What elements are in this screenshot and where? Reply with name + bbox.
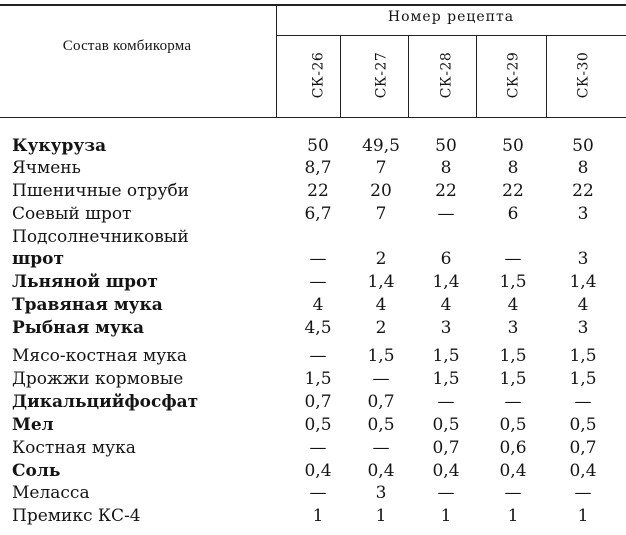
column-header — [483, 40, 543, 110]
stub-header: Состав комбикорма — [62, 38, 192, 54]
table-cell: 0,4 — [569, 461, 597, 481]
table-cell: 4 — [375, 295, 387, 315]
table-cell: 1,5 — [432, 369, 460, 389]
table-cell: 1,5 — [569, 369, 597, 389]
table-cell: 22 — [435, 181, 457, 201]
row-label: Меласса — [12, 483, 90, 503]
table-row — [0, 294, 626, 316]
table-cell: — — [504, 392, 522, 412]
table-cell: 0,4 — [499, 461, 527, 481]
column-divider — [476, 35, 477, 117]
column-header-label: СК-28 — [438, 51, 454, 99]
table-row — [0, 271, 626, 293]
table-cell: 22 — [572, 181, 594, 201]
table-cell: 0,7 — [432, 438, 460, 458]
table-cell: — — [309, 346, 327, 366]
table-cell: 4 — [312, 295, 324, 315]
table-cell: — — [437, 483, 455, 503]
table-cell: 1 — [507, 506, 519, 526]
table-row — [0, 248, 626, 270]
column-divider — [340, 35, 341, 117]
table-cell: 8,7 — [304, 158, 332, 178]
table-cell: 1,5 — [569, 346, 597, 366]
table-cell: 4 — [507, 295, 519, 315]
table-cell: 50 — [572, 136, 594, 156]
row-label: Рыбная мука — [12, 318, 145, 338]
group-header: Номер рецепта — [387, 9, 515, 25]
table-cell: — — [309, 272, 327, 292]
row-label: Мел — [12, 415, 54, 435]
table-row — [0, 368, 626, 390]
table-row — [0, 180, 626, 202]
row-label: Премикс КС-4 — [12, 506, 141, 526]
header-bottom-rule — [0, 117, 626, 118]
table-cell: 4 — [440, 295, 452, 315]
column-header — [288, 40, 348, 110]
table-cell: 1,5 — [499, 369, 527, 389]
row-label: Соевый шрот — [12, 204, 132, 224]
table-cell: 0,5 — [304, 415, 332, 435]
table-cell: — — [574, 483, 592, 503]
table-cell: 0,7 — [304, 392, 332, 412]
table-cell: 1,5 — [432, 346, 460, 366]
column-header-label: СК-26 — [310, 51, 326, 99]
row-label: Ячмень — [12, 158, 81, 178]
table-cell: 50 — [502, 136, 524, 156]
table-cell: 3 — [440, 318, 452, 338]
table-cell: 1,4 — [569, 272, 597, 292]
row-label: Соль — [12, 461, 61, 481]
table-row — [0, 414, 626, 436]
row-label: Пшеничные отруби — [12, 181, 190, 201]
table-cell: 0,5 — [569, 415, 597, 435]
table-cell: — — [309, 438, 327, 458]
column-header-label: СК-30 — [575, 51, 591, 99]
row-label: Костная мука — [12, 438, 136, 458]
column-header — [351, 40, 411, 110]
table-cell: 0,4 — [432, 461, 460, 481]
table-cell: 1,4 — [432, 272, 460, 292]
table-cell: 1,5 — [499, 272, 527, 292]
table-cell: — — [309, 249, 327, 269]
row-label: Подсолнечниковый — [12, 227, 189, 247]
table-cell: — — [372, 438, 390, 458]
table-cell: 1 — [312, 506, 324, 526]
table-cell: 1,5 — [499, 346, 527, 366]
row-label: Льняной шрот — [12, 272, 158, 292]
table-cell: 3 — [577, 318, 589, 338]
table-cell: 8 — [577, 158, 589, 178]
table-cell: — — [437, 204, 455, 224]
table-cell: 1 — [577, 506, 589, 526]
table-cell: — — [504, 249, 522, 269]
table-cell: 7 — [375, 204, 387, 224]
row-label: Дикальцийфосфат — [12, 392, 199, 412]
table-row — [0, 391, 626, 413]
table-cell: 6 — [440, 249, 452, 269]
table-cell: — — [504, 483, 522, 503]
row-label: Мясо-костная мука — [12, 346, 187, 366]
table-cell: 22 — [502, 181, 524, 201]
table-cell: 50 — [435, 136, 457, 156]
table-cell: 22 — [307, 181, 329, 201]
table-row — [0, 505, 626, 527]
table-cell: 3 — [375, 483, 387, 503]
table-cell: 4,5 — [304, 318, 332, 338]
table-cell: 0,4 — [367, 461, 395, 481]
table-cell: — — [574, 392, 592, 412]
table-row — [0, 437, 626, 459]
table-cell: 8 — [440, 158, 452, 178]
table-cell: 6 — [507, 204, 519, 224]
column-header-label: СК-29 — [505, 51, 521, 99]
table-row — [0, 317, 626, 339]
table-cell: 2 — [375, 318, 387, 338]
column-header — [416, 40, 476, 110]
table-cell: 0,7 — [569, 438, 597, 458]
table-cell: 3 — [507, 318, 519, 338]
table-cell: 0,6 — [499, 438, 527, 458]
table-cell: 8 — [507, 158, 519, 178]
row-label: Травяная мука — [12, 295, 163, 315]
table-cell: 0,5 — [432, 415, 460, 435]
table-cell: 1 — [375, 506, 387, 526]
table-cell: 1 — [440, 506, 452, 526]
table-cell: 0,5 — [367, 415, 395, 435]
row-label: шрот — [12, 249, 65, 269]
table-row — [0, 203, 626, 225]
table-row — [0, 460, 626, 482]
table-cell: — — [309, 483, 327, 503]
table-cell: — — [372, 369, 390, 389]
table-row — [0, 226, 626, 248]
table-cell: 0,5 — [499, 415, 527, 435]
table-cell: 6,7 — [304, 204, 332, 224]
table-row — [0, 135, 626, 157]
column-divider — [408, 35, 409, 117]
table-cell: — — [437, 392, 455, 412]
table-row — [0, 157, 626, 179]
table-cell: 49,5 — [362, 136, 400, 156]
table-cell: 1,5 — [367, 346, 395, 366]
table-cell: 50 — [307, 136, 329, 156]
group-header-rule — [276, 35, 626, 36]
table-cell: 7 — [375, 158, 387, 178]
table-row — [0, 482, 626, 504]
table-cell: 0,4 — [304, 461, 332, 481]
table-cell: 3 — [577, 249, 589, 269]
header-top-rule — [0, 4, 626, 6]
table-cell: 4 — [577, 295, 589, 315]
row-label: Кукуруза — [12, 136, 107, 156]
column-divider — [546, 35, 547, 117]
table-cell: 20 — [370, 181, 392, 201]
table-row — [0, 345, 626, 367]
column-header — [553, 40, 613, 110]
row-label: Дрожжи кормовые — [12, 369, 184, 389]
table-cell: 1,5 — [304, 369, 332, 389]
table-cell: 1,4 — [367, 272, 395, 292]
column-header-label: СК-27 — [373, 51, 389, 99]
table-cell: 3 — [577, 204, 589, 224]
table-cell: 0,7 — [367, 392, 395, 412]
table-cell: 2 — [375, 249, 387, 269]
